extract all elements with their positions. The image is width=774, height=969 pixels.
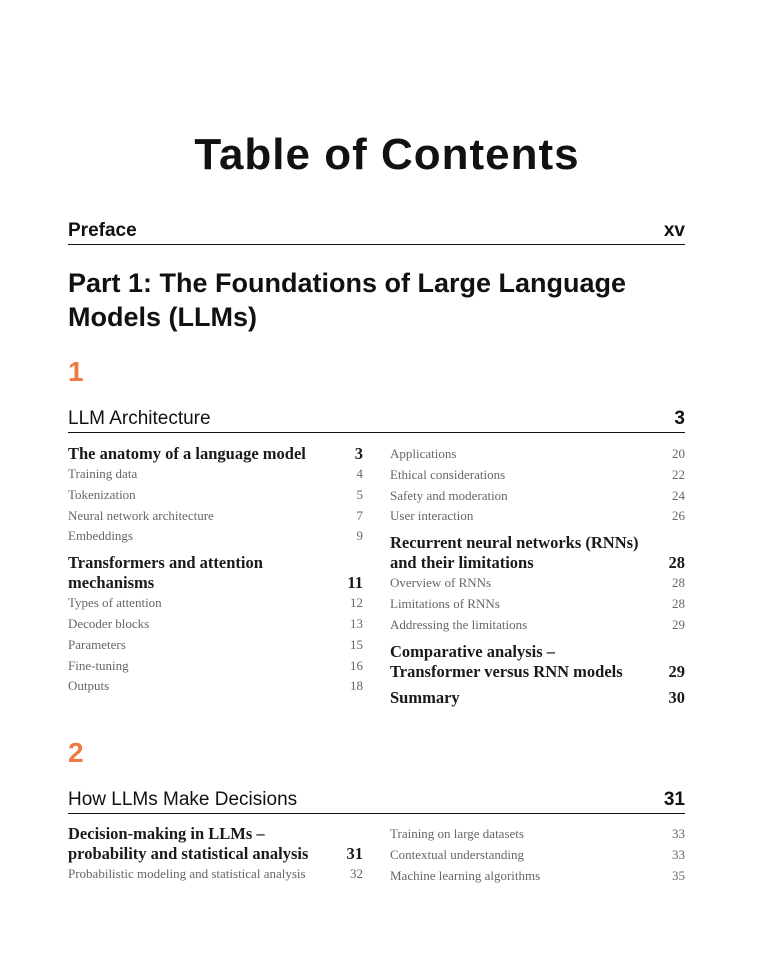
entry-title: Outputs bbox=[68, 678, 110, 694]
entry-page: 28 bbox=[672, 575, 685, 591]
entry-title: The anatomy of a language model bbox=[68, 444, 306, 463]
entry-title: Summary bbox=[390, 687, 460, 707]
entry-title: Fine-tuning bbox=[68, 657, 129, 673]
entry-page: 32 bbox=[350, 866, 363, 881]
entry-title: Ethical considerations bbox=[390, 466, 506, 482]
entry-page: 35 bbox=[672, 867, 685, 883]
entry-title: Recurrent neural networks (RNNs) and their limitations bbox=[390, 533, 639, 573]
entry-title: Tokenization bbox=[68, 486, 136, 502]
entry-title: Applications bbox=[390, 446, 457, 461]
entry-page: 30 bbox=[668, 687, 685, 707]
chapter-number: 2 bbox=[68, 737, 84, 768]
entry-page: 13 bbox=[350, 615, 363, 631]
entry-title: Neural network architecture bbox=[68, 507, 214, 523]
page-title: Table of Contents bbox=[194, 130, 580, 179]
toc-section-entry[interactable] bbox=[390, 642, 685, 682]
entry-title: Decision-making in LLMs – probability and statistical analysis bbox=[68, 824, 309, 863]
chapter-heading[interactable] bbox=[68, 408, 685, 433]
entry-page: 33 bbox=[672, 826, 685, 841]
toc-subsection-entry[interactable] bbox=[68, 526, 363, 547]
toc-subsection-entry[interactable] bbox=[390, 465, 685, 486]
entry-page: 7 bbox=[356, 507, 363, 523]
entry-title: Contextual understanding bbox=[390, 846, 524, 862]
chapter1-left-column bbox=[68, 444, 363, 697]
toc-subsection-entry[interactable] bbox=[68, 676, 363, 697]
toc-subsection-entry[interactable] bbox=[390, 594, 685, 615]
toc-subsection-entry[interactable] bbox=[390, 486, 685, 507]
entry-page: 11 bbox=[347, 573, 363, 593]
entry-page: 9 bbox=[356, 528, 363, 544]
entry-title: Training data bbox=[68, 466, 138, 481]
entry-page: 29 bbox=[672, 616, 685, 632]
entry-title: Decoder blocks bbox=[68, 615, 150, 631]
entry-page: 22 bbox=[672, 466, 685, 482]
entry-page: 18 bbox=[350, 678, 363, 694]
entry-title: Overview of RNNs bbox=[390, 575, 492, 591]
chapter-heading[interactable] bbox=[68, 789, 685, 814]
chapter-title: How LLMs Make Decisions bbox=[68, 789, 298, 810]
toc-section-entry[interactable] bbox=[390, 688, 685, 708]
toc-section-entry[interactable] bbox=[68, 824, 363, 864]
toc-subsection-entry[interactable] bbox=[68, 464, 363, 485]
toc-subsection-entry[interactable] bbox=[68, 614, 363, 635]
entry-page: 4 bbox=[356, 466, 363, 481]
entry-title: Types of attention bbox=[68, 595, 162, 611]
preface-label: Preface bbox=[68, 220, 137, 241]
toc-section-entry[interactable] bbox=[68, 444, 363, 464]
toc-subsection-entry[interactable] bbox=[390, 866, 685, 887]
toc-subsection-entry[interactable] bbox=[68, 864, 363, 885]
toc-subsection-entry[interactable] bbox=[390, 506, 685, 527]
entry-page: 5 bbox=[356, 486, 363, 502]
preface-page: xv bbox=[663, 220, 685, 241]
entry-page: 20 bbox=[672, 446, 685, 461]
entry-page: 28 bbox=[668, 553, 685, 573]
chapter-page: 3 bbox=[674, 408, 685, 429]
entry-page: 3 bbox=[354, 444, 363, 463]
toc-subsection-entry[interactable] bbox=[68, 506, 363, 527]
entry-page: 29 bbox=[668, 661, 685, 681]
entry-title: Machine learning algorithms bbox=[390, 867, 541, 883]
chapter-page: 31 bbox=[663, 789, 685, 810]
chapter-title: LLM Architecture bbox=[68, 408, 211, 429]
chapter1-right-column bbox=[390, 444, 685, 708]
entry-title: Comparative analysis – Transformer versus RNN models bbox=[390, 641, 623, 681]
toc-subsection-entry[interactable] bbox=[390, 824, 685, 845]
toc-section-entry[interactable] bbox=[390, 533, 685, 573]
toc-subsection-entry[interactable] bbox=[390, 615, 685, 636]
entry-title: Training on large datasets bbox=[390, 826, 524, 841]
part-heading: Part 1: The Foundations of Large Language Models (LLMs) bbox=[68, 268, 627, 332]
chapter2-right-column bbox=[390, 824, 685, 886]
entry-title: Addressing the limitations bbox=[390, 616, 528, 632]
toc-section-entry[interactable] bbox=[68, 553, 363, 593]
entry-title: Embeddings bbox=[68, 528, 133, 544]
entry-page: 31 bbox=[346, 844, 363, 863]
entry-page: 28 bbox=[672, 595, 685, 611]
preface-entry[interactable] bbox=[68, 220, 685, 245]
entry-page: 16 bbox=[350, 657, 363, 673]
entry-title: Probabilistic modeling and statistical analysis bbox=[68, 866, 306, 881]
entry-page: 33 bbox=[672, 846, 685, 862]
entry-page: 12 bbox=[350, 595, 363, 611]
toc-subsection-entry[interactable] bbox=[68, 485, 363, 506]
toc-subsection-entry[interactable] bbox=[390, 444, 685, 465]
toc-subsection-entry[interactable] bbox=[68, 593, 363, 614]
chapter-number: 1 bbox=[68, 356, 84, 387]
entry-title: User interaction bbox=[390, 508, 474, 524]
toc-subsection-entry[interactable] bbox=[390, 573, 685, 594]
toc-subsection-entry[interactable] bbox=[68, 656, 363, 677]
entry-title: Limitations of RNNs bbox=[390, 595, 500, 611]
entry-title: Transformers and attention mechanisms bbox=[68, 553, 263, 593]
toc-subsection-entry[interactable] bbox=[390, 845, 685, 866]
toc-subsection-entry[interactable] bbox=[68, 635, 363, 656]
entry-title: Parameters bbox=[68, 636, 126, 652]
entry-page: 24 bbox=[672, 487, 685, 503]
entry-title: Safety and moderation bbox=[390, 487, 508, 503]
entry-page: 15 bbox=[350, 636, 363, 652]
entry-page: 26 bbox=[672, 508, 685, 524]
chapter2-left-column bbox=[68, 824, 363, 885]
